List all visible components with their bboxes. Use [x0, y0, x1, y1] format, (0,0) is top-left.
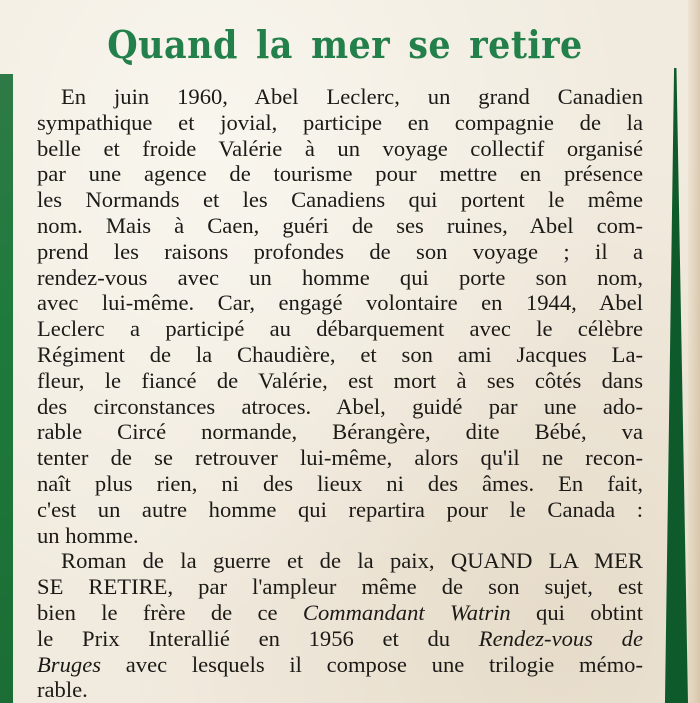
text-run: avec lesquels il compose une trilogie mémo- [101, 651, 643, 677]
text-line: naît plus rien, ni des lieux ni des âmes. En fait, [37, 470, 643, 496]
italic-book-title: Bruges [37, 651, 102, 677]
text-line: Leclerc a participé au débarquement avec le célèbre [37, 316, 643, 342]
book-title: Quand la mer se retire [107, 22, 583, 67]
text-line: rendez-vous avec un homme qui porte son nom, [37, 264, 643, 290]
text-line: les Normands et les Canadiens qui portent le même [37, 187, 643, 213]
text-line: En juin 1960, Abel Leclerc, un grand Canadien [61, 84, 643, 109]
text-line: Régiment de la Chaudière, et son ami Jacques La- [37, 341, 643, 367]
text-line: des circonstances atroces. Abel, guidé par une ado- [37, 393, 643, 419]
text-run: qui obtint [510, 599, 643, 625]
text-line: par une agence de tourisme pour mettre en présence [37, 161, 643, 187]
text-line: c'est un autre homme qui repartira pour le Canada : [37, 496, 643, 522]
italic-book-title: Commandant Watrin [302, 599, 511, 625]
page-edge-shadow [688, 0, 700, 703]
text-line: sympathique et jovial, participe en compagnie de la [37, 109, 643, 135]
left-green-border [0, 74, 13, 703]
text-run: bien le frère de ce [37, 599, 303, 625]
text-line: avec lui-même. Car, engagé volontaire en 1944, Abel [37, 290, 643, 316]
paragraph-conclusion [37, 548, 643, 703]
text-line [37, 626, 643, 652]
italic-book-title: Rendez-vous de [478, 625, 643, 651]
text-line [37, 652, 643, 678]
text-line [37, 600, 643, 626]
text-line: nom. Mais à Caen, guéri de ses ruines, Abel com- [37, 212, 643, 238]
text-run: le Prix Interallié en 1956 et du [37, 625, 479, 651]
text-line: rable. [37, 677, 88, 703]
paragraph-summary [37, 84, 643, 548]
text-line: rable Circé normande, Bérangère, dite Bébé, va [37, 419, 643, 445]
text-line: fleur, le fiancé de Valérie, est mort à ses côtés dans [37, 367, 643, 393]
right-green-border [664, 68, 688, 703]
text-line: SE RETIRE, par l'ampleur même de son sujet, est [37, 574, 643, 600]
text-line: tenter de se retrouver lui-même, alors qu'il ne recon- [37, 445, 643, 471]
text-line: un homme. [37, 522, 139, 548]
text-line: prend les raisons profondes de son voyage ; il a [37, 238, 643, 264]
text-line: Roman de la guerre et de la paix, QUAND LA MER [61, 548, 643, 574]
text-line: belle et froide Valérie à un voyage collectif organisé [37, 135, 643, 161]
blurb-text [37, 84, 643, 703]
